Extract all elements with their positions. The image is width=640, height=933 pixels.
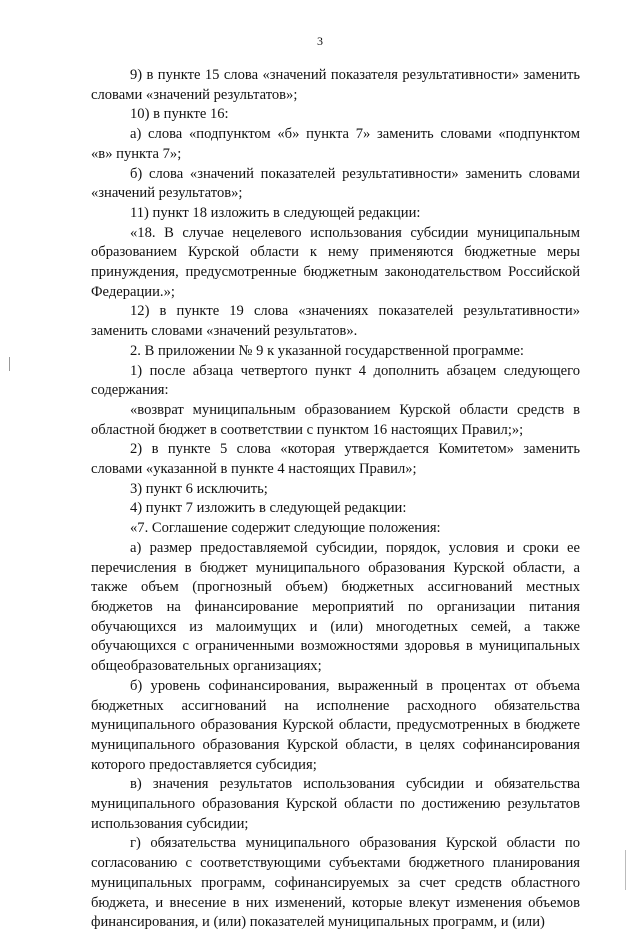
paragraph: а) слова «подпунктом «б» пункта 7» заменить словами «подпунктом «в» пункта 7»; (91, 126, 580, 162)
paragraph: 9) в пункте 15 слова «значений показателя результативности» заменить словами «значений результатов»; (91, 67, 580, 103)
paragraph: г) обязательства муниципального образования Курской области по согласованию с соответствующими субъектами бюджетного планирования муниципальных программ, софинансируемых за счет средств областного бюджета, и внесение в них изменений, которые влекут изменения объемов финансирования, и (или) показателей муниципальных программ, и (или) (91, 835, 580, 931)
binding-margin-mark (9, 357, 10, 371)
paragraph: 4) пункт 7 изложить в следующей редакции: (130, 500, 407, 517)
paragraph: 10) в пункте 16: (130, 106, 229, 123)
page-number: 3 (317, 34, 323, 48)
paragraph: в) значения результатов использования субсидии и обязательства муниципального образования Курской области по достижению результатов использования субсидии; (91, 776, 580, 832)
paragraph: а) размер предоставляемой субсидии, порядок, условия и сроки ее перечисления в бюджет муниципального образования Курской области, а также объем (прогнозный объем) бюджетных ассигнований местных бюджетов на финансирование мероприятий по организации питания обучающихся из малоимущих и (или) многодетных семей, а также обучающихся с ограниченными возможностями здоровья в муниципальных общеобразовательных организациях; (91, 539, 580, 675)
paragraph: 2. В приложении № 9 к указанной государственной программе: (130, 342, 524, 359)
paragraph: б) слова «значений показателей результативности» заменить словами «значений результатов»; (91, 165, 580, 202)
paragraph: 12) в пункте 19 слова «значениях показателей результативности» заменить словами «значений результатов». (91, 303, 580, 340)
paragraph: «18. В случае нецелевого использования субсидии муниципальным образованием Курской области к нему применяются бюджетные меры принуждения, предусмотренные бюджетным законодательством Российской Федерации.»; (91, 224, 580, 300)
paragraph: 11) пункт 18 изложить в следующей редакции: (130, 204, 421, 221)
paragraph: 3) пункт 6 исключить; (130, 480, 268, 497)
paragraph: 1) после абзаца четвертого пункт 4 дополнить абзацем следующего содержания: (91, 362, 580, 399)
document-body (91, 66, 580, 933)
paragraph: б) уровень софинансирования, выраженный в процентах от объема бюджетных ассигнований на исполнение расходного обязательства муниципального образования Курской области, предусмотренных в бюджете муниципального образования Курской области, в целях софинансирования которого предоставляется субсидия; (91, 677, 580, 773)
paragraph: «возврат муниципальным образованием Курской области средств в областной бюджет в соответствии с пунктом 16 настоящих Правил;»; (91, 401, 580, 438)
paragraph: «7. Соглашение содержит следующие положения: (130, 520, 441, 537)
scan-edge-mark (625, 850, 626, 890)
paragraph: 2) в пункте 5 слова «которая утверждается Комитетом» заменить словами «указанной в пункте 4 настоящих Правил»; (91, 441, 580, 478)
